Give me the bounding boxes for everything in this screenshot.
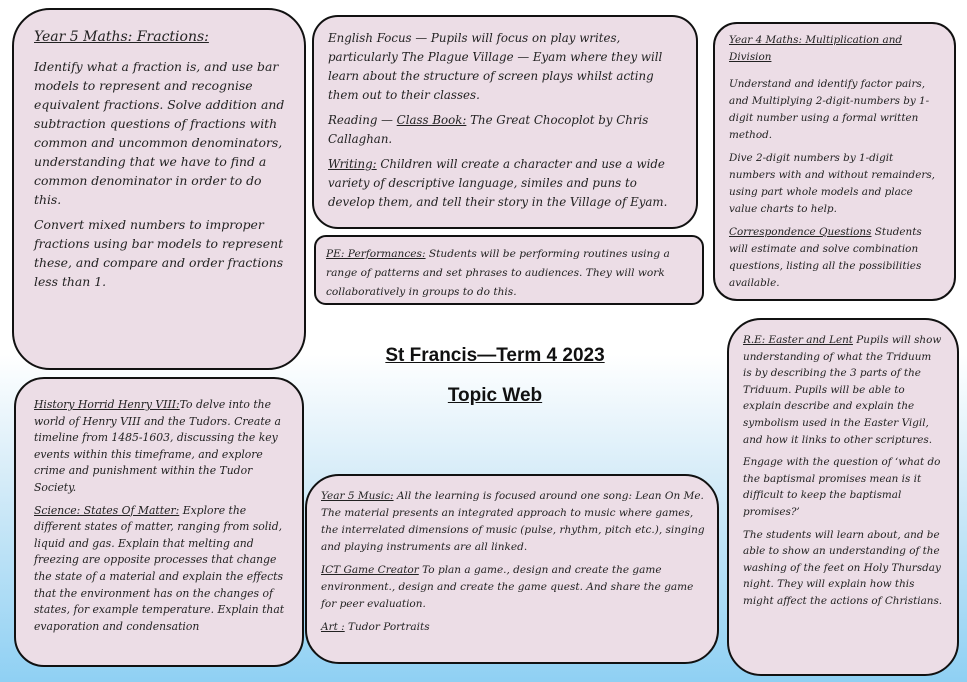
history-text: To delve into the world of Henry VIII and the Tudors. Create a timeline from 1485-1603, discussing the key events within this timeframe, and explore crime and punishment within the Tudor Society. [34, 398, 281, 494]
re-paragraph-2: Engage with the question of ‘what do the baptismal promises mean is it difficult to keep the baptismal promises?’ [743, 456, 941, 518]
re-panel [727, 318, 959, 676]
english-writing [328, 155, 682, 212]
art-text: Tudor Portraits [344, 621, 430, 633]
correspondence-text: Students will estimate and solve combination questions, listing all the possibilities available. [729, 226, 922, 289]
music-ict-art-panel [305, 474, 719, 664]
science-label: Science: States Of Matter: [34, 503, 180, 517]
english-focus [328, 29, 682, 105]
music-label: Year 5 Music: [321, 490, 394, 502]
pe-text: Students will be performing routines using a range of patterns and set phrases to audiences. They will work collaboratively in groups to do this. [326, 248, 670, 298]
multiplication-heading: Year 4 Maths: Multiplication and Division [729, 34, 903, 63]
music-block [321, 488, 705, 556]
reading-label: Reading [328, 113, 378, 127]
class-book-label: Class Book: [396, 113, 467, 127]
correspondence-label: Correspondence Questions [729, 226, 872, 238]
pe-text-block [326, 245, 692, 302]
fractions-panel [12, 8, 306, 370]
english-focus-text: — Pupils will focus on play writes, particularly The Plague Village — Eyam where they will learn about the structure of screen plays whilst acting them out to their classes. [328, 31, 663, 102]
english-reading [328, 111, 682, 149]
art-label: Art : [321, 621, 345, 633]
history-science-panel [14, 377, 304, 667]
re-text: Pupils will show understanding of what the Triduum is by describing the 3 parts of the Triduum. Pupils will be able to explain describe and explain the symbolism used in the Easter Vigil, and how it links to other scriptures. [743, 334, 942, 446]
history-block [34, 397, 290, 497]
re-block [743, 332, 943, 448]
page-title: St Francis—Term 4 2023 [385, 345, 605, 366]
ict-label: ICT Game Creator [321, 564, 419, 576]
english-panel [312, 15, 698, 229]
science-text: Explore the different states of matter, ranging from solid, liquid and gas. Explain that melting and freezing are opposite processes that change the state of a material and explain the effects that the environment has on the changes of states, for example temperature. Explain that evaporation and condensation [34, 503, 285, 633]
reading-dash: — [377, 113, 397, 127]
history-label: History Horrid Henry VIII: [34, 398, 180, 411]
pe-label: PE: Performances: [326, 248, 426, 260]
fractions-paragraph-2: Convert mixed numbers to improper fractions using bar models to represent these, and compare and order fractions less than 1. [34, 217, 284, 289]
science-block [34, 503, 290, 636]
multiplication-paragraph-2: Dive 2-digit numbers by 1-digit numbers with and without remainders, using part whole models and place value charts to help. [729, 152, 935, 215]
ict-block [321, 562, 705, 613]
re-paragraph-3: The students will learn about, and be able to show an understanding of the washing of the feet on Holy Thursday night. They will explain how this might affect the actions of Christians. [743, 528, 943, 607]
multiplication-paragraph-1: Understand and identify factor pairs, and Multiplying 2-digit-numbers by 1-digit number using a formal written method. [729, 78, 930, 141]
music-text: All the learning is focused around one song: Lean On Me. The material presents an integrated approach to music where games, the interrelated dimensions of music (pulse, rhythm, pitch etc.), singing and playing instruments are all linked. [321, 490, 705, 553]
re-label: R.E: Easter and Lent [743, 334, 853, 346]
english-focus-label: English Focus [328, 31, 412, 45]
fractions-heading: Year 5 Maths: Fractions: [34, 29, 209, 45]
art-block [321, 619, 705, 636]
page-subtitle: Topic Web [447, 385, 543, 406]
correspondence-block [729, 224, 942, 292]
writing-label: Writing: [328, 157, 377, 171]
multiplication-panel [713, 22, 956, 301]
pe-panel [314, 235, 704, 305]
ict-text: To plan a game., design and create the game environment., design and create the game quest. And share the game for peer evaluation. [321, 564, 694, 610]
writing-text: Children will create a character and use a wide variety of descriptive language, similes and puns to develop them, and tell their story in the Village of Eyam. [328, 157, 668, 209]
class-book-text: The Great Chocoplot by Chris Callaghan. [328, 113, 649, 146]
fractions-paragraph-1: Identify what a fraction is, and use bar models to represent and recognise equivalent fractions. Solve addition and subtraction questions of fractions with common and uncommon denominators, understanding that we have to find a common denominator in order to do this. [34, 59, 285, 207]
